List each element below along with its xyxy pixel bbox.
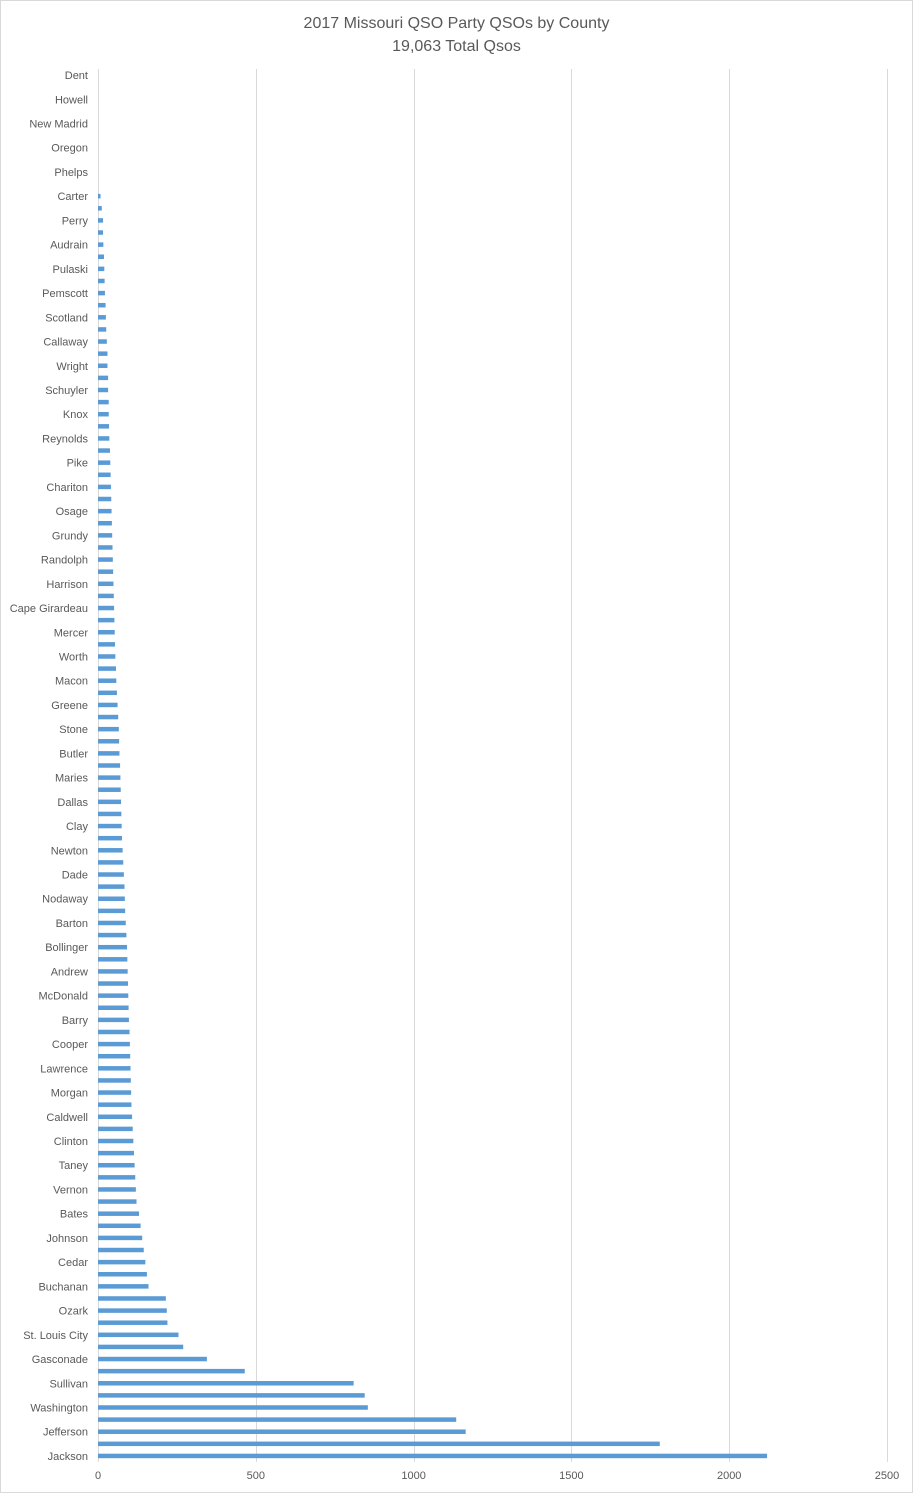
x-tick-label: 2500: [874, 1470, 900, 1482]
bar: [98, 1078, 131, 1083]
bar: [98, 836, 122, 841]
bar: [98, 594, 114, 599]
category-label: Mercer: [53, 627, 88, 640]
category-label: Pulaski: [52, 263, 88, 276]
bar: [98, 569, 113, 574]
category-label: Jefferson: [42, 1426, 88, 1439]
bar: [98, 993, 128, 998]
category-label: Sullivan: [49, 1378, 88, 1391]
bar: [98, 582, 113, 587]
bar: [98, 727, 119, 732]
category-label: Audrain: [50, 239, 88, 252]
bar: [98, 1127, 133, 1132]
bar: [98, 1320, 167, 1325]
bar: [98, 509, 112, 514]
bar: [98, 303, 106, 308]
category-label: Bates: [59, 1208, 88, 1221]
bar: [98, 1236, 142, 1241]
bar: [98, 545, 113, 550]
category-labels: [10, 70, 89, 1463]
category-label: Osage: [55, 506, 88, 519]
category-label: Phelps: [54, 166, 88, 179]
bar: [98, 800, 121, 805]
bar: [98, 533, 112, 538]
bar: [98, 715, 118, 720]
category-label: St. Louis City: [23, 1329, 88, 1342]
category-label: Maries: [54, 772, 88, 785]
bar: [98, 1260, 145, 1265]
bar: [98, 194, 101, 199]
bar: [98, 1272, 147, 1277]
bar: [98, 1442, 660, 1447]
category-label: Schuyler: [45, 384, 88, 397]
bar: [98, 291, 105, 296]
category-label: Randolph: [40, 554, 88, 567]
category-label: McDonald: [38, 990, 88, 1003]
bar: [98, 1090, 131, 1095]
category-label: Barry: [61, 1014, 88, 1027]
bar: [98, 1454, 767, 1459]
category-label: Caldwell: [46, 1111, 88, 1124]
x-tick-label: 1500: [559, 1470, 584, 1482]
bar: [98, 1115, 132, 1120]
category-label: Bollinger: [45, 942, 88, 955]
bar: [98, 1187, 136, 1192]
bar: [98, 1211, 139, 1216]
bar: [98, 703, 118, 708]
category-label: Buchanan: [38, 1281, 88, 1294]
bar: [98, 206, 102, 211]
bar: [98, 1345, 183, 1350]
bar: [98, 485, 111, 490]
category-label: New Madrid: [29, 118, 88, 131]
bar: [98, 921, 126, 926]
category-label: Perry: [61, 215, 88, 228]
bar: [98, 909, 125, 914]
bar: [98, 424, 109, 429]
bar: [98, 1429, 466, 1434]
bar: [98, 860, 123, 865]
bar: [98, 1030, 130, 1035]
bar: [98, 315, 106, 320]
x-tick-label: 0: [94, 1470, 102, 1482]
category-label: Carter: [57, 191, 88, 204]
bar: [98, 618, 114, 623]
category-label: Morgan: [50, 1087, 88, 1100]
bar: [98, 1296, 166, 1301]
bar: [98, 376, 108, 381]
bar: [98, 267, 104, 272]
bar: [98, 691, 117, 696]
bar: [98, 1151, 134, 1156]
bar: [98, 1018, 129, 1023]
category-label: Johnson: [46, 1232, 88, 1245]
bar: [98, 364, 107, 369]
bar: [98, 279, 105, 284]
bar: [98, 1333, 178, 1338]
bar: [98, 884, 125, 889]
bar: [98, 400, 109, 405]
category-label: Pemscott: [42, 288, 88, 301]
chart-title: 2017 Missouri QSO Party QSOs by County: [303, 15, 610, 32]
bar: [98, 933, 126, 938]
bar: [98, 1224, 141, 1229]
category-label: Taney: [58, 1160, 88, 1173]
bar: [98, 521, 112, 526]
category-label: Cooper: [51, 1039, 88, 1052]
category-label: Dade: [61, 869, 88, 882]
category-label: Cedar: [58, 1257, 88, 1270]
category-label: Gasconade: [31, 1354, 88, 1367]
category-label: Worth: [58, 651, 88, 664]
category-label: Stone: [59, 724, 88, 737]
category-label: Dent: [64, 70, 88, 83]
bar: [98, 1284, 148, 1289]
category-label: Harrison: [46, 578, 88, 591]
x-tick-label: 2000: [716, 1470, 742, 1482]
category-label: Scotland: [45, 312, 88, 325]
bar: [98, 339, 107, 344]
category-label: Barton: [55, 917, 88, 930]
bar: [98, 678, 116, 683]
category-label: Reynolds: [42, 433, 88, 446]
category-label: Knox: [62, 409, 88, 422]
bar: [98, 739, 119, 744]
bar: [98, 460, 110, 465]
bar: [98, 957, 127, 962]
bar: [98, 218, 103, 223]
bar: [98, 1417, 456, 1422]
category-label: Greene: [51, 699, 88, 712]
bar: [98, 242, 103, 247]
gridlines: [99, 69, 888, 1462]
bar: [98, 1102, 131, 1107]
bar: [98, 1381, 354, 1386]
bar: [98, 630, 115, 635]
bar: [98, 388, 108, 393]
category-label: Nodaway: [42, 893, 88, 906]
x-tick-label: 500: [246, 1470, 265, 1482]
x-tick-label: 1000: [401, 1470, 426, 1482]
bar: [98, 255, 104, 260]
bar: [98, 872, 124, 877]
bar: [98, 896, 125, 901]
bar: [98, 327, 106, 332]
bar: [98, 1369, 245, 1374]
bar: [98, 812, 121, 817]
bar: [98, 642, 115, 647]
category-label: Jackson: [47, 1450, 88, 1463]
bar: [98, 351, 107, 356]
category-label: Washington: [30, 1402, 88, 1415]
category-label: Dallas: [57, 796, 88, 809]
bar: [98, 1139, 133, 1144]
bar: [98, 412, 109, 417]
chart-subtitle: 19,063 Total Qsos: [392, 38, 521, 55]
bar: [98, 230, 103, 235]
bar: [98, 497, 111, 502]
bar: [98, 1042, 130, 1047]
category-label: Howell: [54, 94, 88, 107]
bar: [98, 1163, 135, 1168]
bar: [98, 1175, 135, 1180]
bar: [98, 751, 119, 756]
bar: [98, 1393, 365, 1398]
bars: [98, 194, 767, 1458]
bar: [98, 654, 115, 659]
category-label: Pike: [66, 457, 88, 470]
category-label: Vernon: [53, 1184, 88, 1197]
bar: [98, 1357, 207, 1362]
category-label: Chariton: [46, 481, 88, 494]
bar: [98, 763, 120, 768]
bar: [98, 787, 121, 792]
bar: [98, 969, 128, 974]
bar: [98, 1006, 129, 1011]
category-label: Newton: [50, 845, 88, 858]
bar: [98, 436, 109, 441]
category-label: Cape Girardeau: [9, 603, 88, 616]
category-label: Lawrence: [40, 1063, 88, 1076]
bar: [98, 824, 122, 829]
bar: [98, 1199, 137, 1204]
category-label: Ozark: [58, 1305, 88, 1318]
bar: [98, 1066, 131, 1071]
bar: [98, 473, 111, 478]
bar: [98, 1248, 144, 1253]
bar: [98, 1054, 130, 1059]
category-label: Clay: [65, 821, 88, 834]
bar: [98, 606, 114, 611]
x-tick-labels: [95, 1470, 899, 1482]
bar: [98, 775, 120, 780]
bar: [98, 1308, 167, 1313]
category-label: Butler: [59, 748, 88, 761]
bar: [98, 448, 110, 453]
bar: [98, 1405, 368, 1410]
bar: [98, 557, 113, 562]
category-label: Macon: [54, 675, 88, 688]
bar: [98, 848, 123, 853]
bar: [98, 981, 128, 986]
category-label: Oregon: [51, 142, 88, 155]
bar: [98, 945, 127, 950]
category-label: Clinton: [53, 1136, 88, 1149]
category-label: Andrew: [50, 966, 88, 979]
category-label: Grundy: [51, 530, 88, 543]
category-label: Callaway: [43, 336, 88, 349]
category-label: Wright: [56, 360, 88, 373]
bar: [98, 666, 116, 671]
